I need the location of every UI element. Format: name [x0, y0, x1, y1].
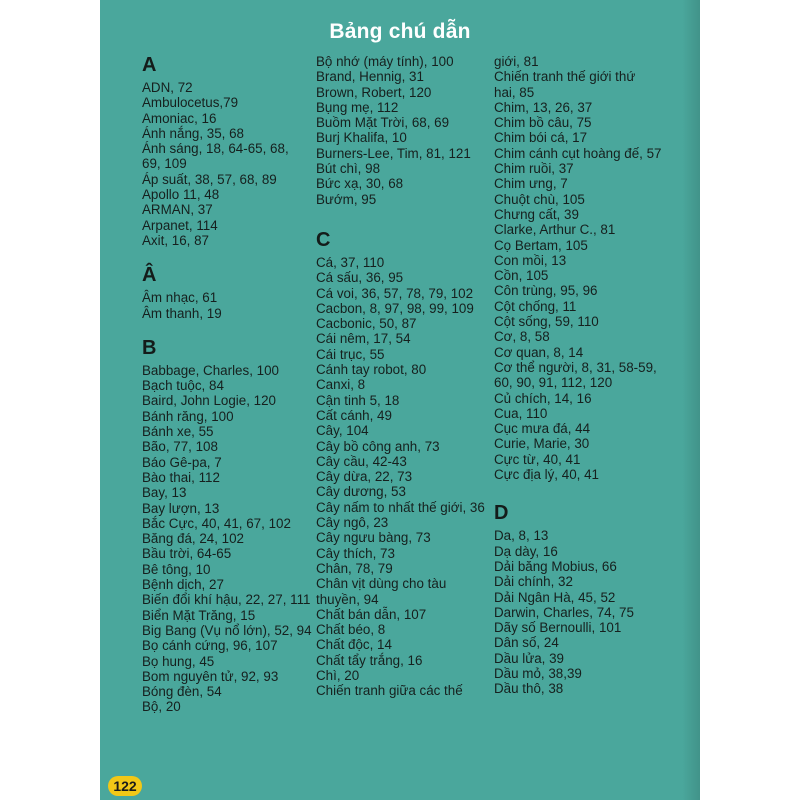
index-entry: Bê tông, 10 — [142, 561, 211, 577]
index-entry: Cây cầu, 42-43 — [316, 453, 407, 469]
index-entry: Dải chính, 32 — [494, 574, 573, 590]
index-entry: Baird, John Logie, 120 — [142, 393, 277, 409]
index-entry: Cực từ, 40, 41 — [494, 451, 581, 467]
index-entry: Chim cánh cụt hoàng đế, 57 — [494, 145, 662, 161]
index-entry: ADN, 72 — [142, 80, 193, 95]
index-entry: Burners-Lee, Tim, 81, 121 — [316, 145, 471, 161]
index-entry: Cái trục, 55 — [316, 346, 385, 362]
index-entry: Arpanet, 114 — [142, 217, 218, 233]
index-entry: Chim, 13, 26, 37 — [494, 99, 593, 115]
index-column-3 — [494, 54, 694, 697]
index-entry: Buồm Mặt Trời, 68, 69 — [316, 115, 450, 131]
index-entry: Cua, 110 — [494, 405, 548, 421]
index-entry: Băng đá, 24, 102 — [142, 531, 245, 547]
index-entry: Dãy số Bernoulli, 101 — [494, 620, 622, 636]
index-entry: Cây bồ công anh, 73 — [316, 438, 440, 454]
index-entry: Darwin, Charles, 74, 75 — [494, 604, 634, 620]
index-entry: Cây dương, 53 — [316, 484, 406, 500]
index-entry: Chim bồ câu, 75 — [494, 115, 592, 131]
index-entry: Âm nhạc, 61 — [142, 290, 218, 306]
index-entry: Chất bán dẫn, 107 — [316, 606, 427, 622]
index-entry: Dân số, 24 — [494, 635, 559, 651]
page-title: Bảng chú dẫn — [329, 20, 471, 43]
index-entry: Chì, 20 — [316, 667, 360, 683]
index-entry: Brown, Robert, 120 — [316, 84, 432, 100]
index-entry: Cột sống, 59, 110 — [494, 314, 599, 330]
index-entry: Dải Ngân Hà, 45, 52 — [494, 589, 616, 605]
index-entry: Báo Gê-pa, 7 — [142, 454, 222, 470]
index-page — [100, 0, 700, 800]
index-entry: Cacbonic, 50, 87 — [316, 316, 417, 332]
index-entry: Bọ cánh cứng, 96, 107 — [142, 638, 278, 654]
index-entry: Âm thanh, 19 — [142, 305, 222, 321]
index-entry: Bạch tuộc, 84 — [142, 378, 224, 394]
section-letter: A — [142, 54, 157, 76]
index-entry: Cây, 104 — [316, 423, 369, 439]
section-letter: Â — [142, 264, 157, 287]
index-entry: Ambulocetus,79 — [142, 95, 239, 111]
index-entry: Chuột chù, 105 — [494, 191, 585, 207]
index-entry: Dạ dày, 16 — [494, 543, 558, 559]
index-entry: Cây dừa, 22, 73 — [316, 469, 413, 485]
index-entry: hai, 85 — [494, 84, 535, 100]
index-entry: Chân vịt dùng cho tàu — [316, 576, 447, 592]
index-entry: Bánh xe, 55 — [142, 424, 214, 440]
index-entry: Con mồi, 13 — [494, 252, 567, 268]
index-entry: Bay, 13 — [142, 485, 187, 501]
index-entry: Cơ thể người, 8, 31, 58-59, — [494, 359, 657, 375]
index-entry: Cất cánh, 49 — [316, 407, 392, 423]
section-letter: D — [494, 502, 509, 525]
index-entry: Cây thích, 73 — [316, 545, 395, 561]
index-entry: Cột chống, 11 — [494, 298, 577, 314]
index-entry: Big Bang (Vụ nổ lớn), 52, 94 — [142, 622, 312, 638]
index-entry: Cục mưa đá, 44 — [494, 421, 591, 437]
index-entry: Chiến tranh giữa các thế — [316, 683, 463, 699]
index-entry: Brand, Hennig, 31 — [316, 69, 424, 85]
index-entry: Babbage, Charles, 100 — [142, 362, 279, 378]
index-entry: 69, 109 — [142, 156, 187, 172]
index-entry: Bay lượn, 13 — [142, 500, 220, 516]
index-entry: Bệnh dịch, 27 — [142, 577, 224, 593]
index-entry: Canxi, 8 — [316, 377, 366, 393]
index-entry: Chất tẩy trắng, 16 — [316, 652, 423, 668]
page-number-badge: 122 — [108, 776, 142, 796]
index-entry: Cồn, 105 — [494, 268, 549, 284]
index-entry: Chim ruồi, 37 — [494, 161, 574, 177]
index-entry: Bóng đèn, 54 — [142, 684, 222, 700]
index-entry: thuyền, 94 — [316, 591, 379, 607]
index-entry: Da, 8, 13 — [494, 528, 549, 544]
index-column-1 — [142, 54, 332, 715]
index-entry: Cây ngưu bàng, 73 — [316, 530, 431, 546]
index-entry: Bướm, 95 — [316, 191, 377, 207]
index-entry: giới, 81 — [494, 54, 539, 69]
index-entry: Ánh sáng, 18, 64-65, 68, — [142, 141, 289, 157]
section-letter: B — [142, 336, 157, 359]
index-entry: Cực địa lý, 40, 41 — [494, 467, 599, 483]
index-entry: Dải băng Mobius, 66 — [494, 558, 617, 574]
index-entry: Bom nguyên tử, 92, 93 — [142, 668, 279, 684]
index-entry: Bút chì, 98 — [316, 161, 381, 177]
index-entry: Cây ngô, 23 — [316, 515, 389, 531]
index-entry: Cá voi, 36, 57, 78, 79, 102 — [316, 285, 474, 301]
index-entry: Ánh nắng, 35, 68 — [142, 125, 245, 141]
index-entry: Côn trùng, 95, 96 — [494, 283, 598, 299]
index-entry: Curie, Marie, 30 — [494, 436, 590, 452]
index-entry: Clarke, Arthur C., 81 — [494, 222, 616, 238]
index-entry: Cây nấm to nhất thế giới, 36 — [316, 499, 485, 515]
index-entry: Burj Khalifa, 10 — [316, 130, 407, 146]
index-entry: Chim ưng, 7 — [494, 176, 568, 192]
index-entry: Chất béo, 8 — [316, 622, 386, 638]
index-entry: Cá sấu, 36, 95 — [316, 270, 404, 286]
index-entry: Dầu thô, 38 — [494, 681, 564, 697]
index-entry: Cơ, 8, 58 — [494, 329, 550, 345]
index-entry: Cơ quan, 8, 14 — [494, 344, 584, 360]
index-entry: Bão, 77, 108 — [142, 439, 218, 455]
index-entry: Chất độc, 14 — [316, 637, 392, 653]
index-entry: Áp suất, 38, 57, 68, 89 — [142, 171, 277, 187]
index-entry: Bào thai, 112 — [142, 469, 220, 485]
index-entry: Cánh tay robot, 80 — [316, 362, 427, 378]
index-entry: Bọ hung, 45 — [142, 653, 215, 669]
index-entry: Axit, 16, 87 — [142, 232, 209, 248]
index-entry: 60, 90, 91, 112, 120 — [494, 375, 613, 391]
index-entry: Cá, 37, 110 — [316, 254, 385, 270]
index-entry: Dầu mỏ, 38,39 — [494, 665, 582, 681]
index-entry: Bụng mẹ, 112 — [316, 99, 399, 115]
index-entry: ARMAN, 37 — [142, 202, 213, 218]
index-entry: Chiến tranh thế giới thứ — [494, 69, 636, 85]
index-entry: Bầu trời, 64-65 — [142, 546, 232, 562]
index-entry: Bắc Cực, 40, 41, 67, 102 — [142, 515, 291, 531]
section-letter: C — [316, 228, 331, 251]
index-entry: Biến đổi khí hậu, 22, 27, 111 — [142, 592, 311, 608]
index-entry: Cái nêm, 17, 54 — [316, 331, 411, 347]
index-entry: Apollo 11, 48 — [142, 187, 220, 203]
index-entry: Bộ, 20 — [142, 699, 181, 715]
index-entry: Củ chích, 14, 16 — [494, 390, 592, 406]
index-entry: Dầu lửa, 39 — [494, 650, 565, 666]
index-entry: Cacbon, 8, 97, 98, 99, 109 — [316, 300, 474, 316]
index-entry: Cận tinh 5, 18 — [316, 392, 400, 408]
index-entry: Bộ nhớ (máy tính), 100 — [316, 54, 454, 69]
index-entry: Chân, 78, 79 — [316, 560, 393, 576]
index-entry: Bức xạ, 30, 68 — [316, 176, 404, 192]
index-column-2 — [316, 54, 506, 699]
index-entry: Amoniac, 16 — [142, 110, 217, 126]
index-entry: Chưng cất, 39 — [494, 206, 579, 222]
index-entry: Cọ Bertam, 105 — [494, 237, 588, 253]
index-entry: Chim bói cá, 17 — [494, 130, 588, 146]
index-entry: Bánh răng, 100 — [142, 408, 234, 424]
index-entry: Biển Mặt Trăng, 15 — [142, 607, 256, 623]
